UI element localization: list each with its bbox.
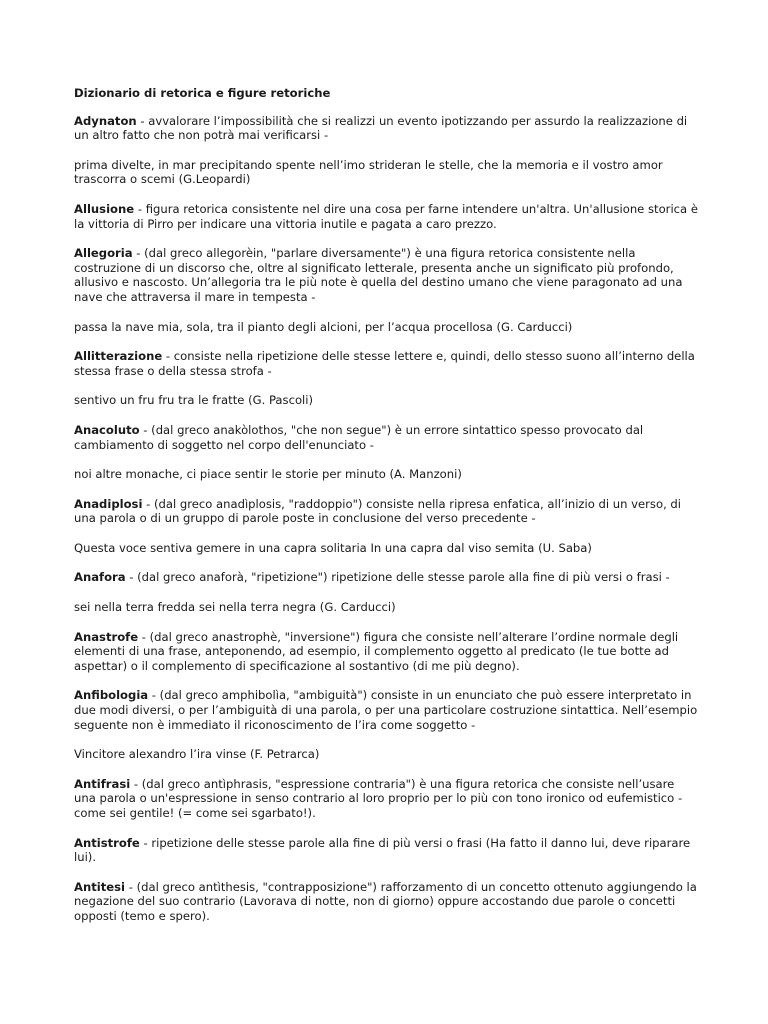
glossary-entry xyxy=(74,497,698,526)
glossary-entry xyxy=(74,349,698,378)
entry-example: sentivo un fru fru tra le fratte (G. Pascoli) xyxy=(74,393,314,408)
glossary-entry xyxy=(74,688,698,732)
entry-example: Questa voce sentiva gemere in una capra solitaria In una capra dal viso semita (U. Saba) xyxy=(74,540,592,555)
entry-term: Antifrasi xyxy=(74,776,131,791)
entry-term: Anacoluto xyxy=(74,422,140,437)
entry-definition: - ripetizione delle stesse parole alla fine di più versi o frasi (Ha fatto il danno lui, deve riparare lui). xyxy=(74,835,691,865)
entry-term: Adynaton xyxy=(74,113,137,128)
glossary-entry xyxy=(74,246,698,304)
glossary-list xyxy=(74,114,698,924)
entry-definition: - (dal greco allegorèin, "parlare diversamente") è una figura retorica consistente nella costruzione di un discorso che, oltre al significato letterale, presenta anche un significato più profondo, allusivo e nascosto. Un’allegoria tra le più note è quella del destino umano che viene paragonato ad una nave che attraversa il mare in tempesta - xyxy=(74,246,683,304)
entry-term: Anafora xyxy=(74,570,126,585)
glossary-entry xyxy=(74,777,698,821)
entry-example: Vincitore alexandro l’ira vinse (F. Petrarca) xyxy=(74,747,320,762)
entry-definition: - (dal greco antìthesis, "contrapposizione") rafforzamento di un concetto ottenuto aggiungendo la negazione del suo contrario (Lavorava di notte, non di giorno) oppure accostando due parole o concetti opposti (temo e spero). xyxy=(74,879,697,923)
document-content xyxy=(74,86,698,939)
entry-term: Anastrofe xyxy=(74,629,139,644)
glossary-entry xyxy=(74,630,698,674)
entry-example: sei nella terra fredda sei nella terra negra (G. Carducci) xyxy=(74,600,396,615)
entry-example: passa la nave mia, sola, tra il pianto degli alcioni, per l’acqua procellosa (G. Carducci) xyxy=(74,319,573,334)
glossary-entry xyxy=(74,570,698,585)
entry-term: Antitesi xyxy=(74,879,126,894)
glossary-entry xyxy=(74,202,698,231)
entry-definition: - (dal greco antìphrasis, "espressione contraria") è una figura retorica che consiste nell’usare una parola o un'espressione in senso contrario al loro proprio per lo più con tono ironico od eufemistico - come sei gentile! (= come sei sgarbato!). xyxy=(74,776,683,820)
glossary-entry xyxy=(74,114,698,143)
entry-term: Anfibologia xyxy=(74,688,149,703)
entry-term: Allitterazione xyxy=(74,349,163,364)
document-title: Dizionario di retorica e figure retoriche xyxy=(74,86,331,100)
entry-definition: - (dal greco anadìplosis, "raddoppio") consiste nella ripresa enfatica, all’inizio di un verso, di una parola o di un gruppo di parole poste in conclusione del verso precedente - xyxy=(74,496,682,526)
entry-term: Antistrofe xyxy=(74,835,140,850)
entry-definition: - consiste nella ripetizione delle stesse lettere e, quindi, dello stesso suono all’interno della stessa frase o della stessa strofa - xyxy=(74,349,695,378)
entry-term: Allusione xyxy=(74,201,135,216)
entry-definition: - (dal greco amphibolìa, "ambiguità") consiste in un enunciato che può essere interpretato in due modi diversi, o per l’ambiguità di una parola, o per una particolare costruzione sintattica. Nell’esempio seguente non è immediato il riconoscimento de l’ira come soggetto - xyxy=(74,688,698,732)
entry-example: noi altre monache, ci piace sentir le storie per minuto (A. Manzoni) xyxy=(74,467,462,482)
entry-term: Anadiplosi xyxy=(74,496,143,511)
entry-example: prima divelte, in mar precipitando spente nell’imo strideran le stelle, che la memoria e il vostro amor trascorra o scemi (G.Leopardi) xyxy=(74,157,663,187)
entry-definition: - figura retorica consistente nel dire una cosa per farne intendere un'altra. Un'allusione storica è la vittoria di Pirro per indicare una vittoria inutile e pagata a caro prezzo. xyxy=(74,201,698,231)
entry-definition: - (dal greco anastrophè, "inversione") figura che consiste nell’alterare l’ordine normale degli elementi di una frase, anteponendo, ad esempio, il complemento oggetto al predicato (le tue botte ad aspettar) o il complemento di specificazione al sostantivo (di me più degno). xyxy=(74,629,679,673)
glossary-entry xyxy=(74,423,698,452)
entry-definition: - (dal greco anakòlothos, "che non segue") è un errore sintattico spesso provocato dal cambiamento di soggetto nel corpo dell'enunciato - xyxy=(74,422,644,452)
entry-term: Allegoria xyxy=(74,246,133,261)
glossary-entry xyxy=(74,836,698,865)
entry-definition: - (dal greco anaforà, "ripetizione") ripetizione delle stesse parole alla fine di più versi o frasi - xyxy=(125,570,670,585)
entry-definition: - avvalorare l’impossibilità che si realizzi un evento ipotizzando per assurdo la realizzazione di un altro fatto che non potrà mai verificarsi - xyxy=(74,113,688,143)
glossary-entry xyxy=(74,880,698,924)
